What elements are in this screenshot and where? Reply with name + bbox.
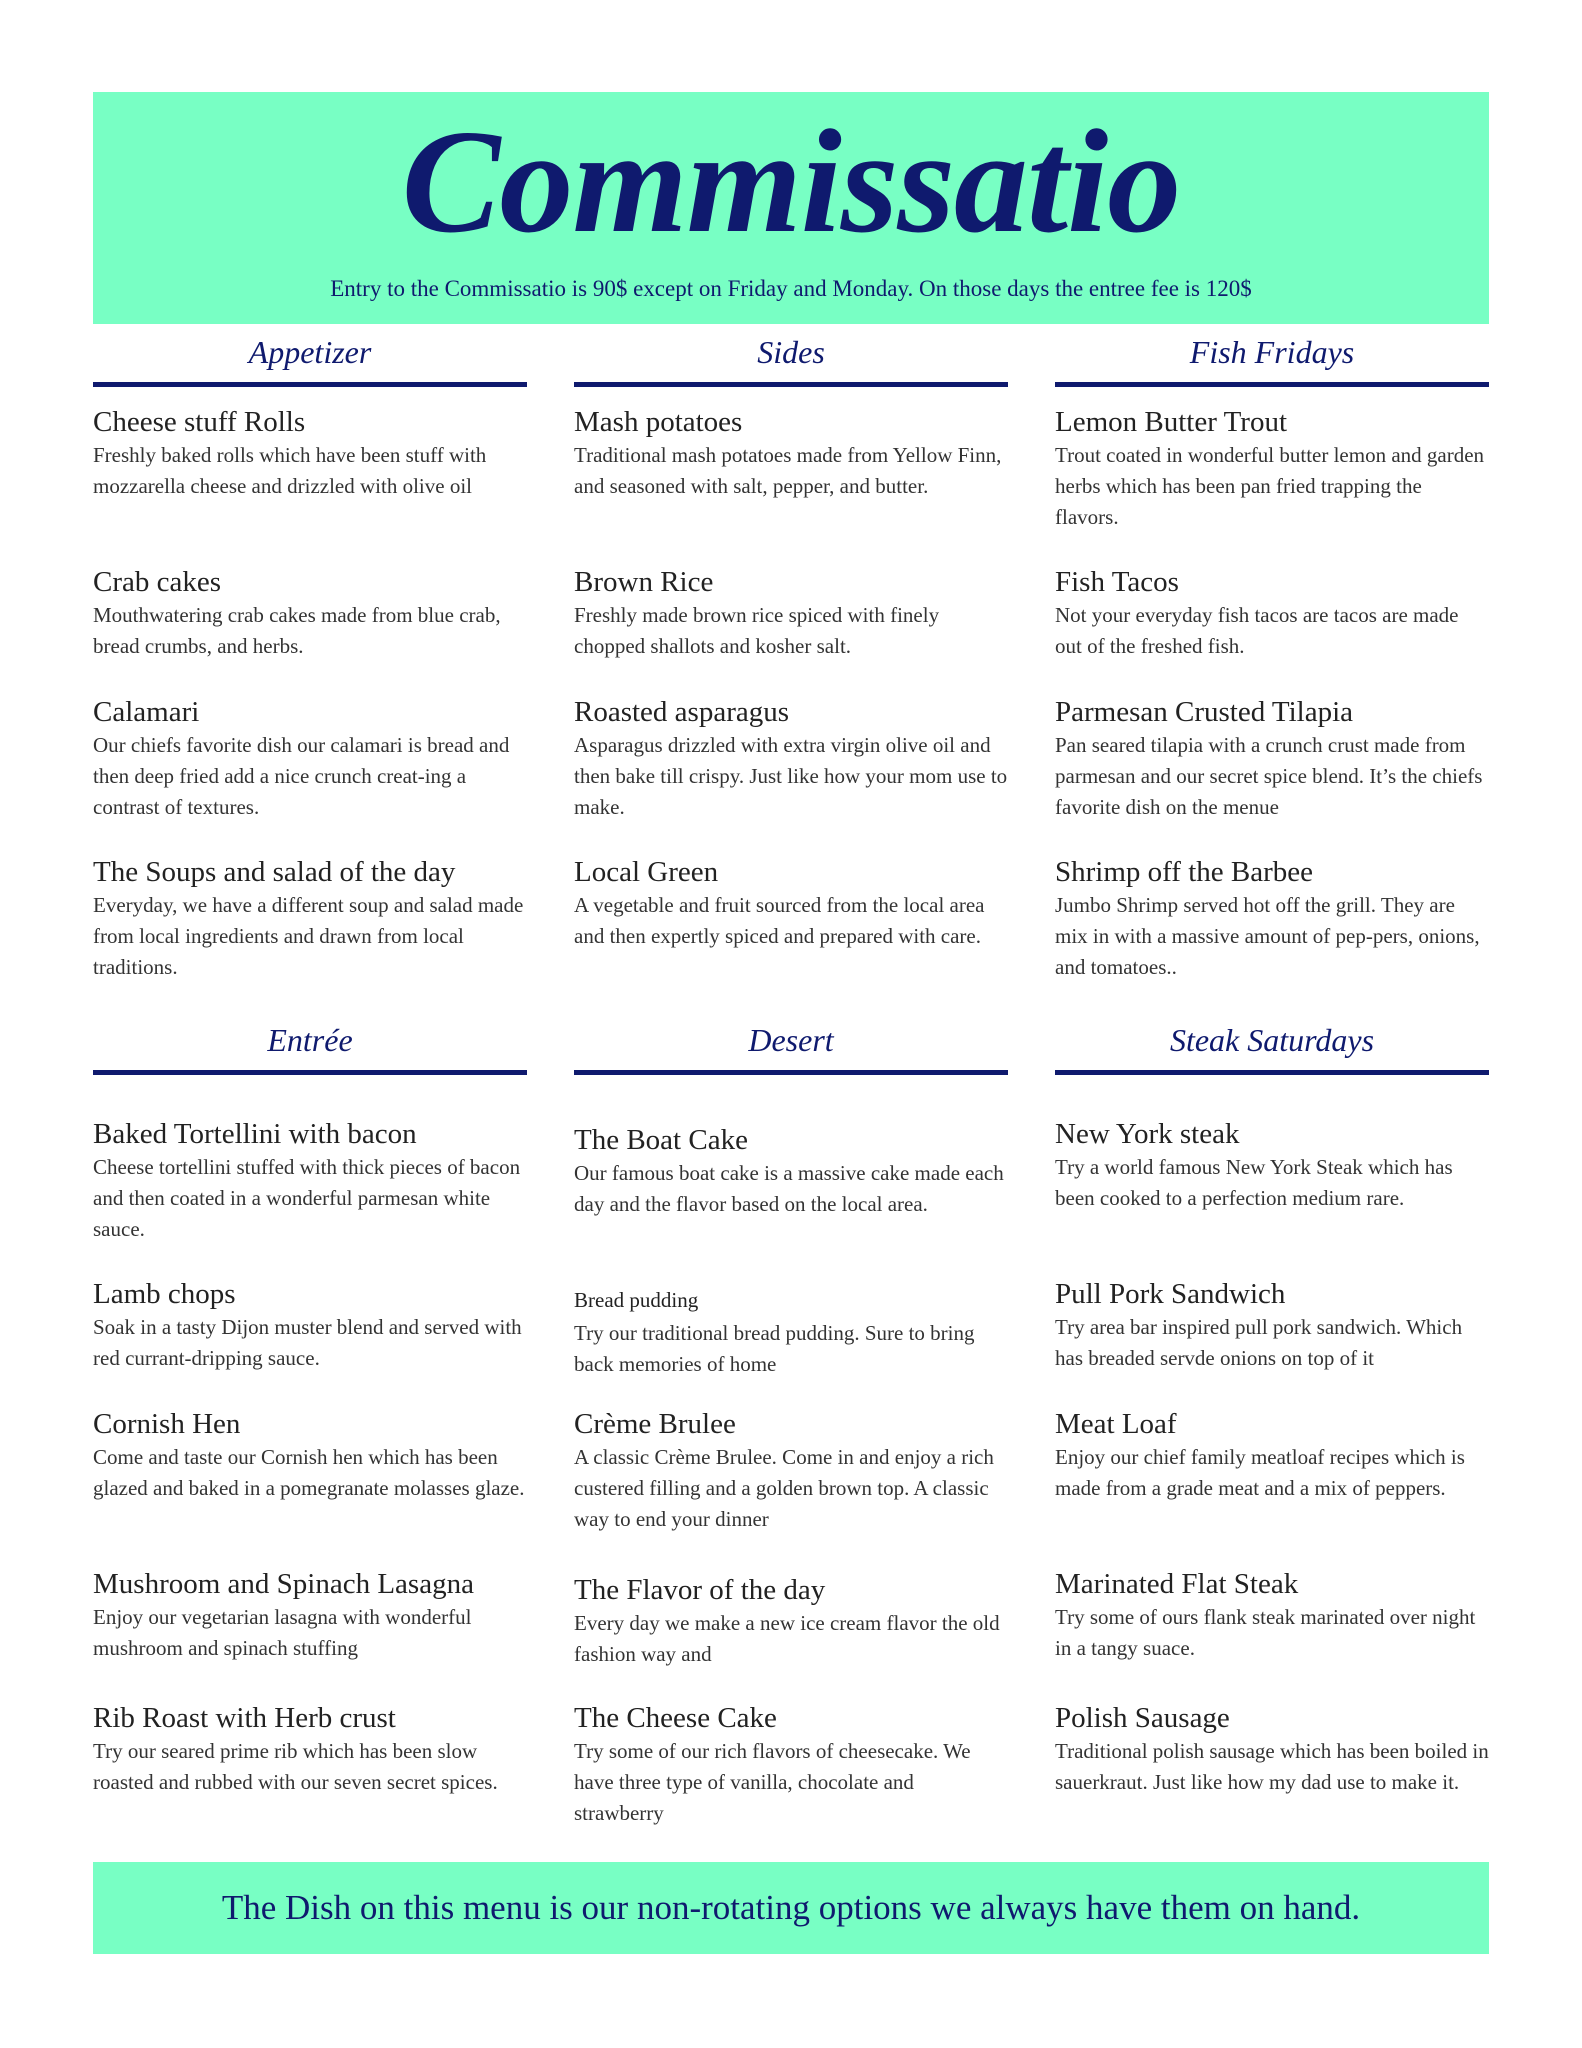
item-name: The Flavor of the day — [574, 1574, 826, 1606]
item-name: Shrimp off the Barbee — [1055, 856, 1313, 888]
section-divider — [93, 1070, 527, 1075]
section-heading: Appetizer — [248, 334, 372, 370]
section-heading: Steak Saturdays — [1169, 1022, 1375, 1058]
footer-banner — [93, 1862, 1489, 1954]
item-description: Try our traditional bread pudding. Sure to bring back memories of home — [574, 1321, 975, 1376]
item-description: Our chiefs favorite dish our calamari is bread and then deep fried add a nice crunch creat-ing a contrast of textures. — [93, 733, 510, 819]
item-description: Freshly baked rolls which have been stuff with mozzarella cheese and drizzled with olive oil — [93, 443, 487, 498]
item-description: Try some of ours flank steak marinated over night in a tangy suace. — [1055, 1605, 1476, 1660]
item-description: Everyday, we have a different soup and salad made from local ingredients and drawn from local traditions. — [93, 893, 524, 979]
item-description: Traditional polish sausage which has been boiled in sauerkraut. Just like how my dad use to make it. — [1055, 1739, 1489, 1794]
menu-item — [574, 1702, 1008, 1829]
menu-item — [93, 1118, 527, 1245]
item-name: Mash potatoes — [574, 406, 743, 438]
menu-item — [1055, 1702, 1489, 1798]
menu-item — [574, 406, 1008, 502]
section-steak-saturdays — [1055, 1016, 1489, 1794]
item-name: Polish Sausage — [1055, 1702, 1230, 1734]
item-name: Lemon Butter Trout — [1055, 406, 1288, 438]
item-description: Freshly made brown rice spiced with finely chopped shallots and kosher salt. — [574, 603, 940, 658]
item-description: Enjoy our vegetarian lasagna with wonderful mushroom and spinach stuffing — [93, 1605, 472, 1660]
menu-item — [1055, 1568, 1489, 1664]
item-name: New York steak — [1055, 1118, 1240, 1150]
item-name: The Boat Cake — [574, 1124, 748, 1156]
item-name: Meat Loaf — [1055, 1408, 1177, 1440]
item-description: Pan seared tilapia with a crunch crust made from parmesan and our secret spice blend. It’s the chiefs favorite dish on the menue — [1055, 733, 1483, 819]
section-divider — [93, 382, 527, 387]
menu-item — [93, 1702, 527, 1798]
menu-item — [574, 1124, 1008, 1220]
menu-item — [93, 566, 527, 662]
item-name: Cornish Hen — [93, 1408, 241, 1440]
item-name: Local Green — [574, 856, 719, 888]
item-name: Brown Rice — [574, 566, 714, 598]
menu-item — [1055, 696, 1489, 823]
item-name: Pull Pork Sandwich — [1055, 1278, 1286, 1310]
menu-item — [93, 856, 527, 983]
item-name: Lamb chops — [93, 1278, 236, 1310]
item-description: Cheese tortellini stuffed with thick pieces of bacon and then coated in a wonderful parmesan white sauce. — [93, 1155, 521, 1241]
section-sides — [574, 328, 1008, 948]
item-description: Not your everyday fish tacos are tacos are made out of the freshed fish. — [1055, 603, 1459, 658]
item-description: Our famous boat cake is a massive cake made each day and the flavor based on the local area. — [574, 1161, 1004, 1216]
item-description: Try a world famous New York Steak which has been cooked to a perfection medium rare. — [1055, 1155, 1453, 1210]
menu-item — [93, 1408, 527, 1504]
item-name: Rib Roast with Herb crust — [93, 1702, 396, 1734]
item-description: Trout coated in wonderful butter lemon and garden herbs which has been pan fried trapping the flavors. — [1055, 443, 1485, 529]
menu-item — [1055, 566, 1489, 662]
entry-fee-notice: Entry to the Commissatio is 90$ except on Friday and Monday. On those days the entree fee is 120$ — [330, 276, 1252, 301]
section-divider — [574, 1070, 1008, 1075]
section-divider — [1055, 382, 1489, 387]
item-name: Crème Brulee — [574, 1408, 736, 1440]
item-description: Try some of our rich flavors of cheesecake. We have three type of vanilla, chocolate and strawberry — [574, 1739, 971, 1825]
item-name: Baked Tortellini with bacon — [93, 1118, 417, 1150]
section-heading: Sides — [757, 334, 825, 370]
item-name: The Cheese Cake — [574, 1702, 777, 1734]
item-description: A classic Crème Brulee. Come in and enjoy a rich custered filling and a golden brown top. A classic way to end your dinner — [574, 1445, 994, 1531]
item-description: Jumbo Shrimp served hot off the grill. They are mix in with a massive amount of pep-pers, onions, and tomatoes.. — [1055, 893, 1480, 979]
menu-item — [1055, 406, 1489, 533]
menu-item — [574, 856, 1008, 952]
menu-item — [1055, 1278, 1489, 1374]
header-banner — [93, 92, 1489, 324]
item-name: Marinated Flat Steak — [1055, 1568, 1299, 1600]
item-description: Try area bar inspired pull pork sandwich. Which has breaded servde onions on top of it — [1055, 1315, 1463, 1370]
item-description: Every day we make a new ice cream flavor the old fashion way and — [574, 1611, 1000, 1666]
menu-item — [93, 406, 527, 502]
menu-item — [574, 566, 1008, 662]
section-entree — [93, 1016, 527, 1794]
menu-item — [574, 696, 1008, 823]
menu-item — [93, 696, 527, 823]
menu-item — [93, 1278, 527, 1374]
footer-note: The Dish on this menu is our non-rotating options we always have them on hand. — [221, 1888, 1361, 1927]
section-heading: Fish Fridays — [1189, 334, 1355, 370]
section-heading: Entrée — [267, 1022, 353, 1058]
item-name: Bread pudding — [574, 1288, 699, 1312]
item-name: Mushroom and Spinach Lasagna — [93, 1568, 474, 1600]
menu-title: Commissatio — [401, 100, 1181, 264]
item-description: Come and taste our Cornish hen which has been glazed and baked in a pomegranate molasses glaze. — [93, 1445, 525, 1500]
section-heading: Desert — [748, 1022, 834, 1058]
section-appetizer — [93, 328, 527, 979]
section-divider — [574, 382, 1008, 387]
item-name: Roasted asparagus — [574, 696, 790, 728]
menu-item — [1055, 856, 1489, 983]
menu-item — [574, 1574, 1008, 1670]
menu-item — [574, 1408, 1008, 1535]
menu-item — [574, 1284, 1008, 1380]
item-description: Asparagus drizzled with extra virgin olive oil and then bake till crispy. Just like how your mom use to make. — [574, 733, 1008, 819]
item-description: A vegetable and fruit sourced from the local area and then expertly spiced and prepared with care. — [574, 893, 985, 948]
item-description: Traditional mash potatoes made from Yellow Finn, and seasoned with salt, pepper, and butter. — [574, 443, 1002, 498]
item-description: Enjoy our chief family meatloaf recipes which is made from a grade meat and a mix of peppers. — [1055, 1445, 1465, 1500]
item-description: Mouthwatering crab cakes made from blue crab, bread crumbs, and herbs. — [93, 603, 501, 658]
item-name: The Soups and salad of the day — [93, 856, 456, 888]
menu-item — [1055, 1118, 1489, 1214]
section-divider — [1055, 1070, 1489, 1075]
section-fish-fridays — [1055, 328, 1489, 979]
menu-item — [1055, 1408, 1489, 1504]
item-name: Crab cakes — [93, 566, 222, 598]
item-description: Soak in a tasty Dijon muster blend and served with red currant-dripping sauce. — [93, 1315, 522, 1370]
item-name: Parmesan Crusted Tilapia — [1055, 696, 1354, 728]
item-description: Try our seared prime rib which has been slow roasted and rubbed with our seven secret spices. — [93, 1739, 498, 1794]
section-desert — [574, 1016, 1008, 1825]
menu-item — [93, 1568, 527, 1664]
item-name: Calamari — [93, 696, 200, 728]
item-name: Cheese stuff Rolls — [93, 406, 306, 438]
item-name: Fish Tacos — [1055, 566, 1179, 598]
